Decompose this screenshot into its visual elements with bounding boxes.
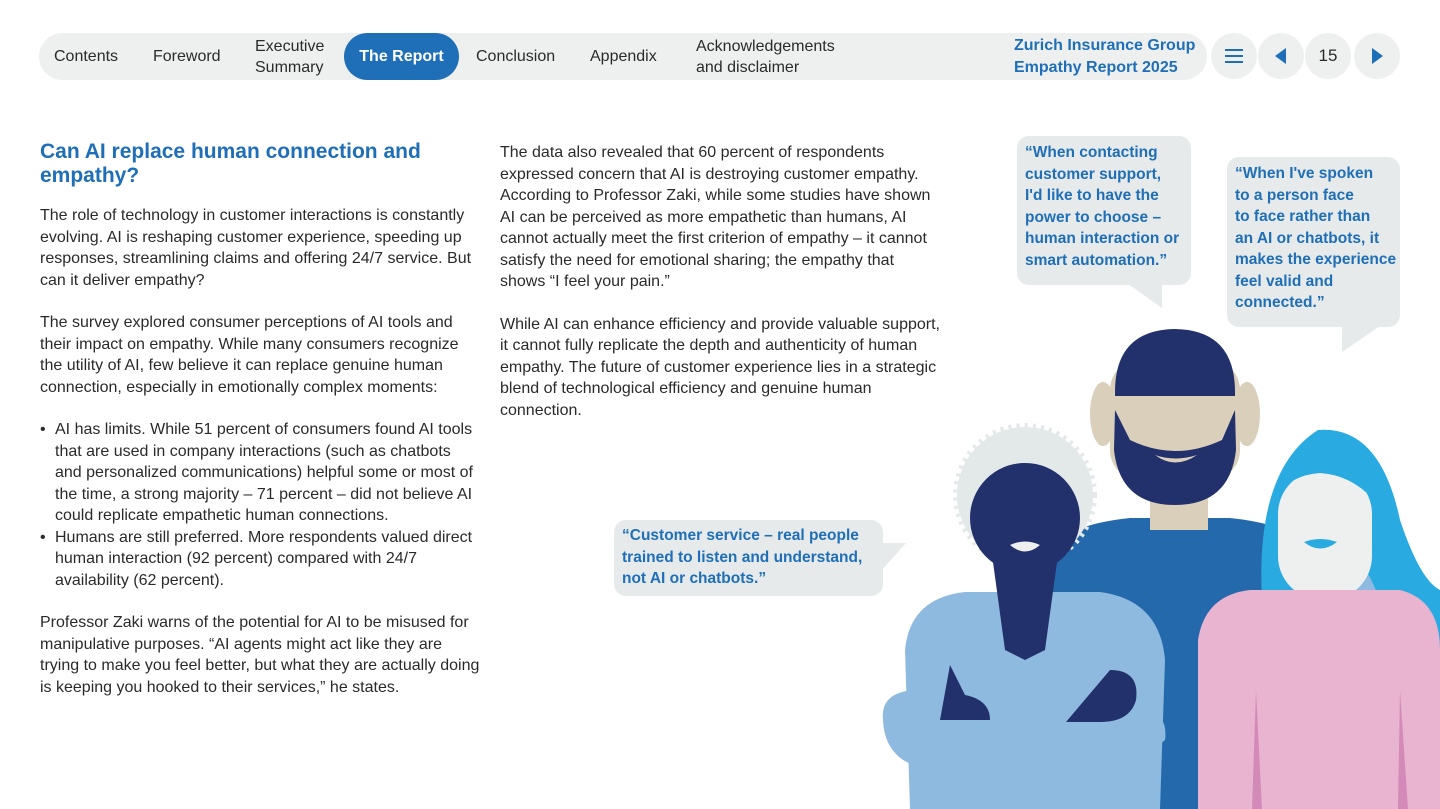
person-arms-crossed: [883, 427, 1166, 809]
nav-acknowledgements-label-2: and disclaimer: [696, 58, 800, 76]
nav-acknowledgements-label-1: Acknowledgements: [696, 37, 835, 55]
quote-2-line-6: feel valid and: [1235, 272, 1334, 290]
finding-humans-preferred: • Humans are still preferred. More respondents valued direct human interaction (92 percent) compared with 24/7 availability (62 percent).: [40, 527, 480, 592]
finding-ai-limits: • AI has limits. While 51 percent of consumers found AI tools that are used in company interactions (such as chatbots and personalized communications) helpful some or most of the time, a strong majority – 71 percent – did not believe AI could replicate empathetic human connections.: [40, 419, 480, 527]
left-paragraph-1: The role of technology in customer interactions is constantly evolving. AI is reshaping customer experience, speeding up responses, streamlining claims and offering 24/7 service. But can it deliver empathy?: [40, 207, 472, 289]
brand-line-1: Zurich Insurance Group: [1014, 37, 1196, 54]
bubble-tail-3: [880, 543, 906, 572]
nav-foreword-label: Foreword: [153, 48, 221, 65]
bubble-tail-1: [1128, 284, 1162, 308]
quote-2-line-3: to face rather than: [1235, 208, 1371, 225]
quote-3-line-3: not AI or chatbots.”: [622, 570, 767, 587]
nav-appendix-label: Appendix: [590, 48, 657, 65]
middle-paragraph-1: The data also revealed that 60 percent of respondents expressed concern that AI is destroying customer empathy. According to Professor Zaki, while some studies have shown AI can be perceived as more empathetic than humans, AI cannot actually meet the first criterion of empathy – it cannot satisfy the need for emotional sharing; the empathy that shows “I feel your pain.”: [500, 144, 931, 290]
quote-1-line-5: human interaction or: [1025, 230, 1180, 247]
nav-executive-summary-label-1: Executive: [255, 37, 325, 55]
quote-2-line-1: “When I've spoken: [1235, 165, 1374, 182]
quote-1-line-2: customer support,: [1025, 165, 1162, 183]
quote-3-line-1: “Customer service – real people: [622, 527, 859, 544]
quote-bubble-face-to-face: [1227, 157, 1400, 327]
quote-2-line-5: makes the experience: [1235, 251, 1397, 268]
quote-3-line-2: trained to listen and understand,: [622, 548, 863, 566]
quote-1-line-4: power to choose –: [1025, 208, 1162, 226]
nav-the-report-label: The Report: [359, 48, 444, 65]
left-paragraph-2: The survey explored consumer perceptions of AI tools and their impact on empathy. While many consumers recognize the utility of AI, few believe it can replace genuine human connection, especially in emotionally complex moments:: [40, 314, 459, 396]
quote-1-line-6: smart automation.”: [1025, 251, 1168, 269]
quote-2-line-4: an AI or chatbots, it: [1235, 229, 1380, 247]
left-paragraph-3: Professor Zaki warns of the potential for AI to be misused for manipulative purposes. “AI agents might act like they are trying to make you feel better, but what they are actually doing is keeping you hooked to their services,” he states.: [40, 614, 480, 696]
bubble-tail-2: [1342, 326, 1380, 352]
quote-1-line-1: “When contacting: [1025, 144, 1158, 161]
quote-1-line-3: I'd like to have the: [1025, 187, 1159, 204]
nav-contents-label: Contents: [54, 48, 119, 65]
nav-executive-summary-label-2: Summary: [255, 58, 324, 76]
quote-2-line-2: to a person face: [1235, 186, 1354, 204]
section-heading: Can AI replace human connection and empathy?: [40, 140, 421, 187]
brand-line-2: Empathy Report 2025: [1014, 59, 1178, 76]
middle-paragraph-2: While AI can enhance efficiency and provide valuable support, it cannot fully replicate the depth and authenticity of human empathy. The future of customer experience lies in a strategic blend of technological efficiency and genuine human connection.: [500, 315, 940, 419]
quote-bubble-choice: [1017, 136, 1191, 285]
woman-with-long-hair: [1198, 430, 1440, 809]
quote-2-line-7: connected.”: [1235, 294, 1325, 311]
page-number: 15: [1318, 46, 1338, 65]
quote-bubble-customer-service: [614, 520, 883, 596]
nav-conclusion-label: Conclusion: [476, 48, 556, 65]
